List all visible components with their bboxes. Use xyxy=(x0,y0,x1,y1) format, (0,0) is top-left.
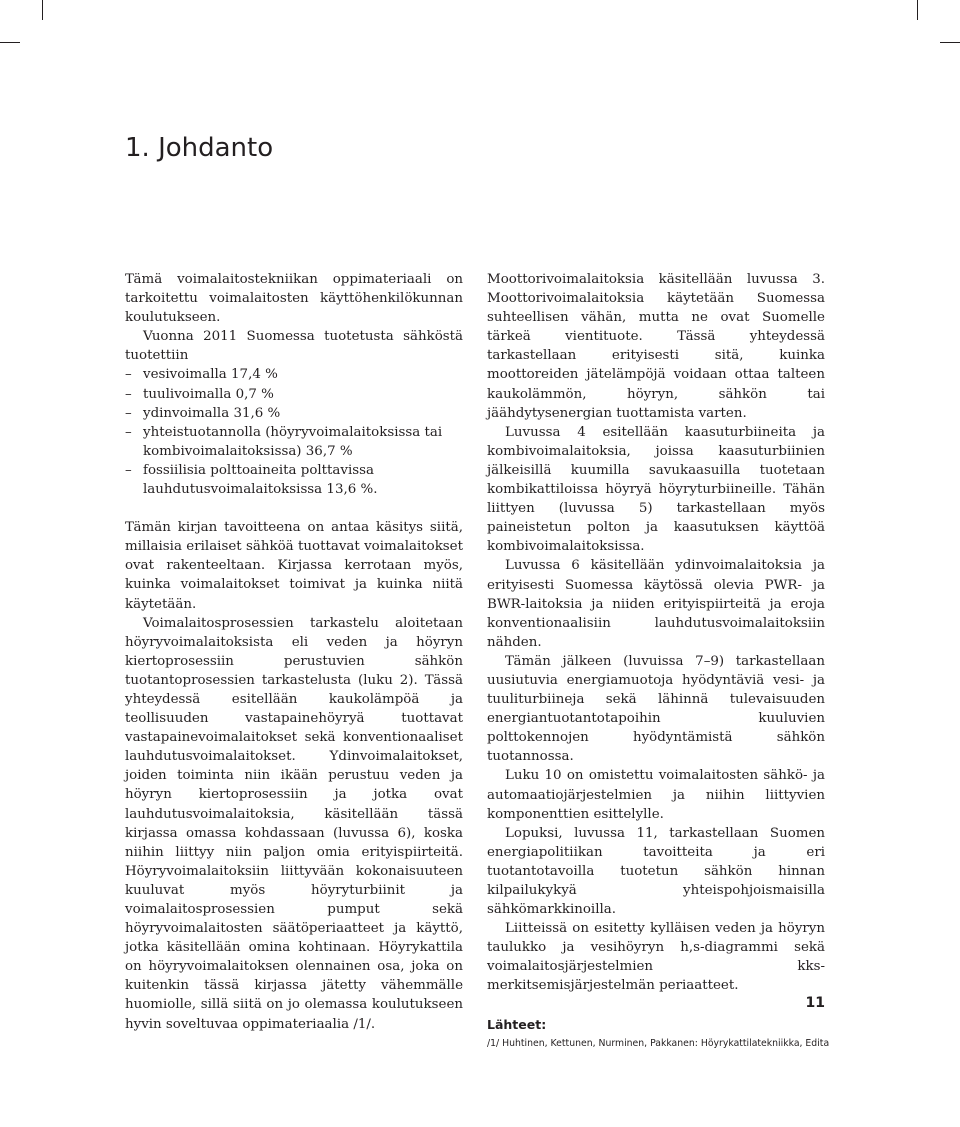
body-paragraph: Luku 10 on omistettu voimalaitosten sähkö- ja automaatiojärjestelmien ja niihin liittyvien komponenttien esittelylle. xyxy=(487,768,825,822)
list-item: – fossiilisia polttoaineita polttavissa lauhdutusvoimalaitoksissa 13,6 %. xyxy=(125,461,463,499)
production-intro: Vuonna 2011 Suomessa tuotetusta sähköstä tuotettiin xyxy=(125,329,463,364)
body-paragraph: Liitteissä on esitetty kylläisen veden ja höyryn taulukko ja vesihöyryn h,s-diagrammi sekä voimalaitosjärjestelmien kks-merkitsemisjärjestelmän periaatteet. xyxy=(487,921,825,994)
chapter-heading: 1. Johdanto xyxy=(125,133,274,163)
list-item: – yhteistuotannolla (höyryvoimalaitoksissa tai kombivoimalaitoksissa) 36,7 % xyxy=(125,423,463,461)
reference-item: /1/ Huhtinen, Kettunen, Nurminen, Pakkanen: Höyrykattilatekniikka, Edita xyxy=(487,1037,830,1049)
list-item: – ydinvoimalla 31,6 % xyxy=(125,404,463,423)
list-item: – vesivoimalla 17,4 % xyxy=(125,365,463,384)
references-title: Lähteet: xyxy=(487,1016,547,1032)
left-column xyxy=(125,270,463,1034)
right-column xyxy=(487,270,830,1051)
body-paragraph: Lopuksi, luvussa 11, tarkastellaan Suomen energiapolitiikan tavoitteita ja eri tuotantotavoilla tuotetun sähkön hinnan kilpailukykyä yhteispohjoismaisilla sähkömarkkinoilla. xyxy=(487,825,825,918)
crop-mark-left-top xyxy=(0,42,20,43)
crop-mark-top-left xyxy=(42,0,43,20)
process-paragraph: Voimalaitosprosessien tarkastelu aloitetaan höyryvoimalaitoksista eli veden ja höyryn kiertoprosessiin perustuvien sähkön tuotantoprosessien tarkastelusta (luku 2). Tässä yhteydessä esitellään kaukolämpöä ja teollisuuden vastapainehöyryä tuottavat vastapainevoimalaitokset sekä konventionaaliset lauhdutusvoimalaitokset. Ydinvoimalaitokset, joiden toiminta niin ikään perustuu veden ja höyryn kiertoprosessiin ja jotka ovat lauhdutusvoimalaitoksia, käsitellään tässä kirjassa omassa kohdassaan (luvussa 6), koska niihin liittyy niin paljon omia erityispiirteitä. Höyryvoimalaitoksiin liittyvään kokonaisuuteen kuuluvat myös höyryturbiinit ja voimalaitosprosessien pumput sekä höyryvoimalaitosten säätöperiaatteet ja käyttö, jotka käsitellään omina kohtinaan. Höyrykattila on höyryvoimalaitoksen olennainen osa, joka on kuitenkin tässä kirjassa jätetty vähemmälle huomiolle, sillä siitä on jo olemassa koulutukseen hyvin soveltuvaa oppimateriaalia /1/. xyxy=(125,615,463,1032)
body-paragraph: Tämän jälkeen (luvuissa 7–9) tarkastellaan uusiutuvia energiamuotoja hyödyntäviä vesi- ja tuuliturbiineja sekä lähinnä tulevaisuuden energiantuotantotapoihin kuuluvien polttokennojen hyödyntämistä sähkön tuotannossa. xyxy=(487,653,825,765)
body-paragraph: Luvussa 6 käsitellään ydinvoimalaitoksia ja erityisesti Suomessa käytössä olevia PWR- ja BWR-laitoksia ja niiden erityispiirteitä ja eroja konventionaalisiin lauhdutusvoimalaitoksiin nähden. xyxy=(487,558,825,650)
page-number: 11 xyxy=(805,995,825,1011)
crop-mark-top-right xyxy=(917,0,918,20)
body-paragraph: Luvussa 4 esitellään kaasuturbiineita ja kombivoimalaitoksia, joissa kaasuturbiinien jälkeisillä kuumilla savukaasuilla tuotetaan kombikattiloissa höyryä höyryturbiineille. Tähän liittyen (luvussa 5) tarkastellaan myös paineistetun polton ja kaasutuksen käyttöä kombivoimalaitoksissa. xyxy=(487,424,825,555)
body-paragraph: Moottorivoimalaitoksia käsitellään luvussa 3. Moottorivoimalaitoksia käytetään Suomessa suhteellisen vähän, mutta ne ovat Suomelle tärkeä vientituote. Tässä yhteydessä tarkastellaan erityisesti sitä, kuinka moottoreiden jätelämpöjä voidaan ottaa talteen kaukolämmön, höyryn, sähkön tai jäähdytysenergian tuottamista varten. xyxy=(487,272,825,421)
goal-paragraph: Tämän kirjan tavoitteena on antaa käsitys siitä, millaisia erilaiset sähköä tuottavat voimalaitokset ovat rakenteeltaan. Kirjassa kerrotaan myös, kuinka voimalaitokset toimivat ja kuinka niitä käytetään. xyxy=(125,520,463,612)
crop-mark-right-top xyxy=(940,42,960,43)
production-list xyxy=(125,365,463,499)
intro-paragraph: Tämä voimalaitostekniikan oppimateriaali on tarkoitettu voimalaitosten käyttöhenkilökunnan koulutukseen. xyxy=(125,272,463,326)
list-item: – tuulivoimalla 0,7 % xyxy=(125,385,463,404)
